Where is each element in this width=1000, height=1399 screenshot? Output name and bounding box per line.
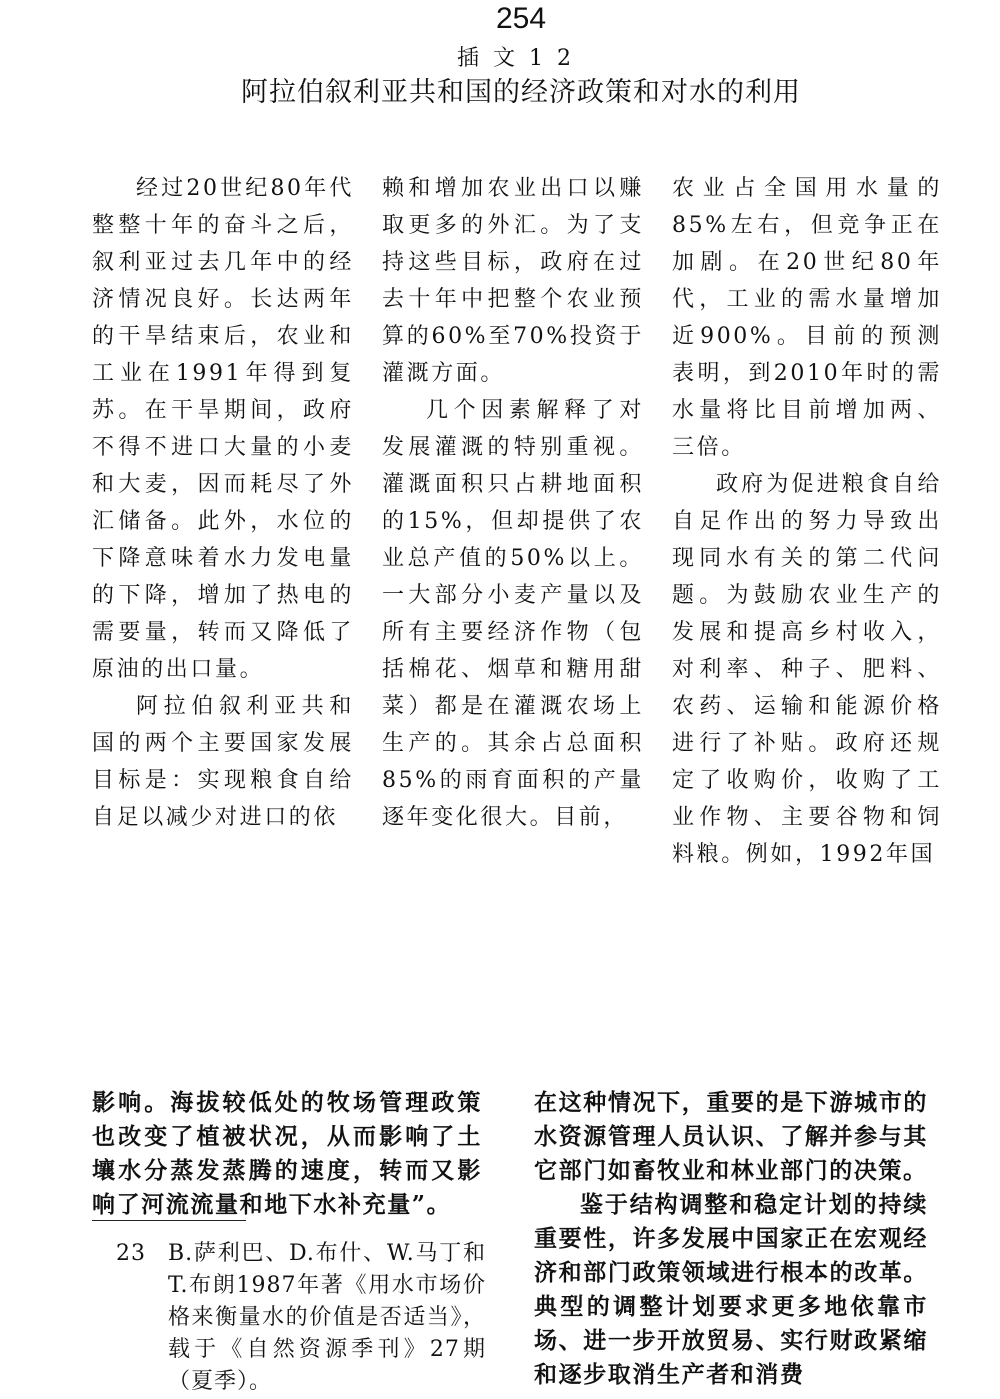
text-column-3 <box>672 170 942 873</box>
paragraph: 几个因素解释了对发展灌溉的特别重视。灌溉面积只占耕地面积的15%，但却提供了农业总产值的50%以上。一大部分小麦产量以及所有主要经济作物（包括棉花、烟草和糖用甜菜）都是在灌溉农场上生产的。其余占总面积85%的雨育面积的产量逐年变化很大。目前， <box>382 398 644 830</box>
paragraph: 政府为促进粮食自给自足作出的努力导致出现同水有关的第二代问题。为鼓励农业生产的发展和提高乡村收入，对利率、种子、肥料、农药、运输和能源价格进行了补贴。政府还规定了收购价，收购了工业作物、主要谷物和饲料粮。例如，1992年国 <box>672 472 942 867</box>
paragraph: 阿拉伯叙利亚共和国的两个主要国家发展目标是：实现粮食自给自足以减少对进口的依 <box>92 694 354 830</box>
footnote-text: B.萨利巴、D.布什、W.马丁和T.布朗1987年著《用水市场价格来衡量水的价值是否适当》，载于《自然资源季刊》27期（夏季）。 <box>168 1241 486 1394</box>
annex-label: 插文12 <box>457 46 585 71</box>
footnote-number: 23 <box>116 1241 146 1266</box>
text-column-1 <box>92 170 354 836</box>
paragraph: 赖和增加农业出口以赚取更多的外汇。为了支持这些目标，政府在过去十年中把整个农业预算的60%至70%投资于灌溉方面。 <box>382 176 644 386</box>
footnote-divider <box>92 1220 246 1221</box>
paragraph: 影响。海拔较低处的牧场管理政策也改变了植被状况，从而影响了土壤水分蒸发蒸腾的速度，转而又影响了河流流量和地下水补充量”。 <box>92 1089 482 1218</box>
document-title: 阿拉伯叙利亚共和国的经济政策和对水的利用 <box>241 77 801 108</box>
paragraph: 鉴于结构调整和稳定计划的持续重要性，许多发展中国家正在宏观经济和部门政策领域进行根本的改革。典型的调整计划要求更多地依靠市场、进一步开放贸易、实行财政紧缩和逐步取消生产者和消费 <box>534 1191 928 1388</box>
paragraph: 农业占全国用水量的85%左右，但竞争正在加剧。在20世纪80年代，工业的需水量增加近900%。目前的预测表明，到2010年时的需水量将比目前增加两、三倍。 <box>672 176 942 460</box>
text-column-2 <box>382 170 644 836</box>
paragraph: 经过20世纪80年代整整十年的奋斗之后，叙利亚过去几年中的经济情况良好。长达两年的干旱结束后，农业和工业在1991年得到复苏。在干旱期间，政府不得不进口大量的小麦和大麦，因而耗尽了外汇储备。此外，水位的下降意味着水力发电量的下降，增加了热电的需要量，转而又降低了原油的出口量。 <box>92 176 354 682</box>
lower-left-text <box>92 1086 482 1222</box>
paragraph: 在这种情况下，重要的是下游城市的水资源管理人员认识、了解并参与其它部门如畜牧业和林业部门的决策。 <box>534 1089 928 1184</box>
page-number: 254 <box>495 2 547 35</box>
lower-right-text <box>534 1086 928 1392</box>
footnote <box>116 1238 486 1398</box>
